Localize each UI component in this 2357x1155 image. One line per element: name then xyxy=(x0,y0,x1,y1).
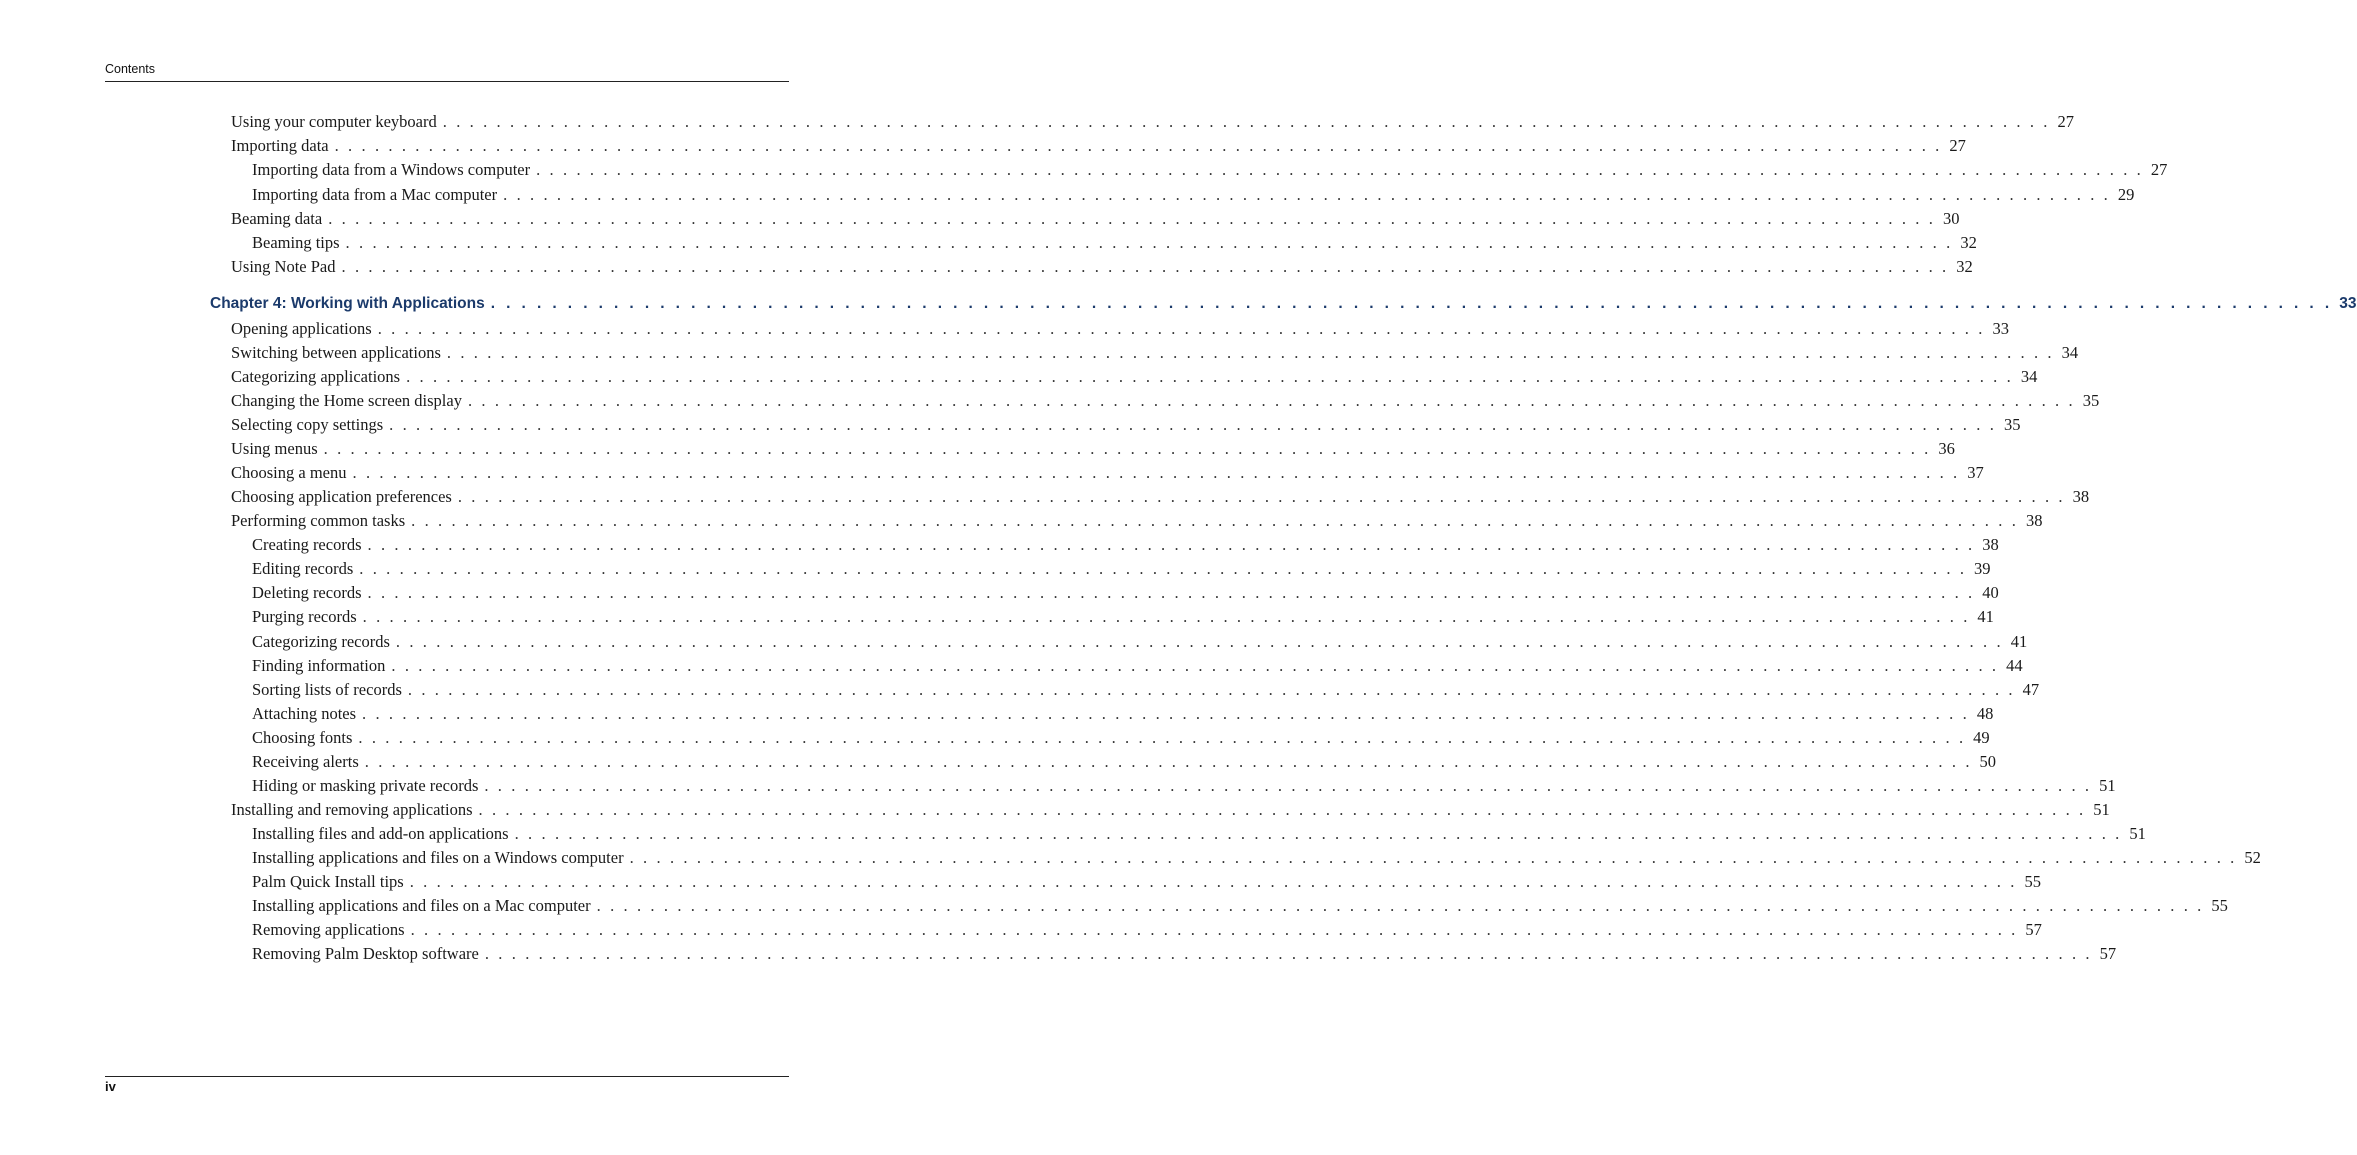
dot-leader: . . . . . . . . . . . . . . . . . . . . . . . . . . . . . . . . . . . . . . . . . . . . . . . . . . . . . . . . . . . . . . . . . . . . . . . . . . . . . . . . . . . . . . . . . . . . . . . . . . . . . . . . . . . . . . . . . . . . . . . . xyxy=(367,583,1975,602)
toc-entry-label: Categorizing applications xyxy=(231,367,401,386)
toc-entry[interactable] xyxy=(252,656,2023,678)
dot-leader: . . . . . . . . . . . . . . . . . . . . . . . . . . . . . . . . . . . . . . . . . . . . . . . . . . . . . . . . . . . . . . . . . . . . . . . . . . . . . . . . . . . . . . . . . . . . . . . . . . . . . . . . . . . . . . . . . . . . . . . . xyxy=(362,704,1970,723)
toc-entry-label: Installing and removing applications xyxy=(231,800,473,819)
toc-entry[interactable] xyxy=(252,920,2042,942)
toc-entry-label: Choosing a menu xyxy=(231,463,347,482)
toc-entry[interactable] xyxy=(231,257,1973,279)
toc-entry-page-number: 27 xyxy=(2150,160,2168,179)
toc-entry-page-number: 35 xyxy=(2003,415,2021,434)
toc-entry-page-number: 36 xyxy=(1938,439,1955,458)
dot-leader: . . . . . . . . . . . . . . . . . . . . . . . . . . . . . . . . . . . . . . . . . . . . . . . . . . . . . . . . . . . . . . . . . . . . . . . . . . . . . . . . . . . . . . . . . . . . . . . . . . . . . . . . . . . . . . . . . . . . . . . . xyxy=(328,209,1936,228)
toc-entry-label: Choosing application preferences xyxy=(231,487,452,506)
toc-entry[interactable] xyxy=(231,463,1984,485)
toc-entry[interactable] xyxy=(252,535,1999,557)
toc-entry-label: Deleting records xyxy=(252,583,362,602)
toc-entry-label: Importing data xyxy=(231,136,329,155)
dot-leader: . . . . . . . . . . . . . . . . . . . . . . . . . . . . . . . . . . . . . . . . . . . . . . . . . . . . . . . . . . . . . . . . . . . . . . . . . . . . . . . . . . . . . . . . . . . . . . . . . . . . . . . . . . . . . . . . . . . . . . . . xyxy=(410,920,2018,939)
toc-entry-page-number: 51 xyxy=(2093,800,2110,819)
toc-entry-label: Using menus xyxy=(231,439,318,458)
dot-leader: . . . . . . . . . . . . . . . . . . . . . . . . . . . . . . . . . . . . . . . . . . . . . . . . . . . . . . . . . . . . . . . . . . . . . . . . . . . . . . . . . . . . . . . . . . . . . . . . . . . . . . . . . . . . . . . . . . . . . . . . xyxy=(323,439,1931,458)
dot-leader: . . . . . . . . . . . . . . . . . . . . . . . . . . . . . . . . . . . . . . . . . . . . . . . . . . . . . . . . . . . . . . . . . . . . . . . . . . . . . . . . . . . . . . . . . . . . . . . . . . . . . . . . . . . . . . . . . . . . . . . . xyxy=(409,872,2017,891)
toc-entry-page-number: 55 xyxy=(2211,896,2228,915)
toc-entry-page-number: 51 xyxy=(2129,824,2146,843)
toc-entry[interactable] xyxy=(252,776,2116,798)
toc-entry[interactable] xyxy=(252,896,2228,918)
dot-leader: . . . . . . . . . . . . . . . . . . . . . . . . . . . . . . . . . . . . . . . . . . . . . . . . . . . . . . . . . . . . . . . . . . . . . . . . . . . . . . . . . . . . . . . . . . . . . . . . . . . . . . . . . . . . . . . . . . . . . . . . xyxy=(457,487,2066,506)
toc-entry-page-number: 27 xyxy=(2057,112,2075,131)
toc-entry-label: Choosing fonts xyxy=(252,728,353,747)
toc-entry-page-number: 52 xyxy=(2244,848,2261,867)
toc-entry-page-number: 50 xyxy=(1979,752,1997,771)
toc-entry[interactable] xyxy=(252,824,2146,846)
toc-entry[interactable] xyxy=(231,136,1966,158)
dot-leader: . . . . . . . . . . . . . . . . . . . . . . . . . . . . . . . . . . . . . . . . . . . . . . . . . . . . . . . . . . . . . . . . . . . . . . . . . . . . . . . . . . . . . . . . . . . . . . . . . . . . . . . . . . . . . . . . . . . . . . . . xyxy=(484,776,2092,795)
toc-entry[interactable] xyxy=(252,680,2040,702)
dot-leader: . . . . . . . . . . . . . . . . . . . . . . . . . . . . . . . . . . . . . . . . . . . . . . . . . . . . . . . . . . . . . . . . . . . . . . . . . . . . . . . . . . . . . . . . . . . . . . . . . . . . . . . . . . . . . . . . . . . . . . . . xyxy=(359,559,1967,578)
dot-leader: . . . . . . . . . . . . . . . . . . . . . . . . . . . . . . . . . . . . . . . . . . . . . . . . . . . . . . . . . . . . . . . . . . . . . . . . . . . . . . . . . . . . . . . . . . . . . . . . . . . . . . . . . . . . . . . . . . . . . . . . xyxy=(334,136,1942,155)
toc-entry-page-number: 30 xyxy=(1942,209,1960,228)
toc-entry-page-number: 49 xyxy=(1973,728,1990,747)
toc-entry-label: Installing files and add-on applications xyxy=(252,824,509,843)
toc-entry-page-number: 32 xyxy=(1956,257,1973,276)
toc-entry-label: Opening applications xyxy=(231,319,372,338)
toc-entry[interactable] xyxy=(252,583,1999,605)
toc-entry-page-number: 32 xyxy=(1960,233,1977,252)
dot-leader: . . . . . . . . . . . . . . . . . . . . . . . . . . . . . . . . . . . . . . . . . . . . . . . . . . . . . . . . . . . . . . . . . . . . . . . . . . . . . . . . . . . . . . . . . . . . . . . . . . . . . . . . . . . . . . . . . . . . . . . . xyxy=(362,607,1970,626)
toc-chapter-entry[interactable] xyxy=(210,295,2357,317)
toc-entry-page-number: 55 xyxy=(2024,872,2041,891)
toc-entry[interactable] xyxy=(252,185,2135,207)
toc-entry-page-number: 29 xyxy=(2117,185,2135,204)
toc-entry-page-number: 33 xyxy=(1992,319,2009,338)
toc-entry-label: Chapter 4: Working with Applications xyxy=(210,295,485,312)
toc-entry[interactable] xyxy=(231,209,1960,231)
toc-entry[interactable] xyxy=(231,319,2009,341)
toc-entry-label: Switching between applications xyxy=(231,343,441,362)
toc-entry-label: Sorting lists of records xyxy=(252,680,402,699)
toc-entry-label: Receiving alerts xyxy=(252,752,359,771)
toc-entry-label: Removing applications xyxy=(252,920,405,939)
toc-entry[interactable] xyxy=(252,872,2041,894)
toc-entry-page-number: 40 xyxy=(1982,583,1999,602)
toc-entry-page-number: 34 xyxy=(2020,367,2038,386)
toc-entry[interactable] xyxy=(252,607,1994,629)
toc-entry-label: Categorizing records xyxy=(252,632,390,651)
toc-entry[interactable] xyxy=(231,391,2100,413)
dot-leader: . . . . . . . . . . . . . . . . . . . . . . . . . . . . . . . . . . . . . . . . . . . . . . . . . . . . . . . . . . . . . . . . . . . . . . . . . . . . . . . . . . . . . . . . . . . . . . . . . . . . . . . . . . . . . . . . . . . . . . . . xyxy=(389,415,1997,434)
dot-leader: . . . . . . . . . . . . . . . . . . . . . . . . . . . . . . . . . . . . . . . . . . . . . . . . . . . . . . . . . . . . . . . . . . . . . . . . . . . . . . . . . . . . . . . . . . . . . . . . . . . . . . . . . . . . . . . . . . . . . . . . xyxy=(395,632,2004,651)
toc-entry-label: Using Note Pad xyxy=(231,257,336,276)
toc-entry-label: Importing data from a Windows computer xyxy=(252,160,531,179)
header-rule xyxy=(105,81,789,82)
toc-entry[interactable] xyxy=(231,343,2079,365)
dot-leader: . . . . . . . . . . . . . . . . . . . . . . . . . . . . . . . . . . . . . . . . . . . . . . . . . . . . . . . . . . . . . . . . . . . . . . . . . . . . . . . . . . . . . . . . . . . . . . . . . . . . . . . . . . . . . . . . . . . . . . . . xyxy=(377,319,1985,338)
dot-leader: . . . . . . . . . . . . . . . . . . . . . . . . . . . . . . . . . . . . . . . . . . . . . . . . . . . . . . . . . . . . . . . . . . . . . . . . . . . . . . . . . . . . . . . . . . . . . . . . . . . . . . . . . . . . . . . . . . . . . . . . xyxy=(345,233,1953,252)
toc-entry-label: Attaching notes xyxy=(252,704,357,723)
toc-entry[interactable] xyxy=(231,367,2038,389)
dot-leader: . . . . . . . . . . . . . . . . . . . . . . . . . . . . . . . . . . . . . . . . . . . . . . . . . . . . . . . . . . . . . . . . . . . . . . . . . . . . . . . . . . . . . . . . . . . . . . . . . . . . . . . . . . . . . . . . . . . . . . . . xyxy=(596,896,2204,915)
toc-entry-label: Removing Palm Desktop software xyxy=(252,944,479,963)
toc-entry[interactable] xyxy=(231,415,2021,437)
dot-leader: . . . . . . . . . . . . . . . . . . . . . . . . . . . . . . . . . . . . . . . . . . . . . . . . . . . . . . . . . . . . . . . . . . . . . . . . . . . . . . . . . . . . . . . . . . . . . . . . . . . . . . . . . . . . . . . . . . . . . . . . xyxy=(446,343,2055,362)
toc-entry[interactable] xyxy=(231,800,2110,822)
dot-leader: . . . . . . . . . . . . . . . . . . . . . . . . . . . . . . . . . . . . . . . . . . . . . . . . . . . . . . . . . . . . . . . . . . . . . . . . . . . . . . . . . . . . . . . . . . . . . . . . . . . . . . . . . . . . . . . . . . . . . . . . xyxy=(411,511,2019,530)
toc-entry[interactable] xyxy=(252,233,1977,255)
toc-entry-page-number: 41 xyxy=(1977,607,1994,626)
dot-leader: . . . . . . . . . . . . . . . . . . . . . . . . . . . . . . . . . . . . . . . . . . . . . . . . . . . . . . . . . . . . . . . . . . . . . . . . . . . . . . . . . . . . . . . . . . . . . . . . . . . . . . . . . . . . . . . . . . . . . . . . xyxy=(407,680,2016,699)
toc-entry-label: Performing common tasks xyxy=(231,511,406,530)
toc-entry[interactable] xyxy=(231,439,1955,461)
toc-entry-label: Purging records xyxy=(252,607,357,626)
toc-entry-label: Using your computer keyboard xyxy=(231,112,437,131)
dot-leader: . . . . . . . . . . . . . . . . . . . . . . . . . . . . . . . . . . . . . . . . . . . . . . . . . . . . . . . . . . . . . . . . . . . . . . . . . . . . . . . . . . . . . . . . . . . . . . . . . . . . . . . . . . . . . . . . . . . . . . . . xyxy=(629,848,2237,867)
toc-entry-page-number: 37 xyxy=(1967,463,1984,482)
toc-entry-label: Finding information xyxy=(252,656,386,675)
dot-leader: . . . . . . . . . . . . . . . . . . . . . . . . . . . . . . . . . . . . . . . . . . . . . . . . . . . . . . . . . . . . . . . . . . . . . . . . . . . . . . . . . . . . . . . . . . . . . . . . . . . . . . . . . . . . . . . . . . . . . . . . xyxy=(406,367,2014,386)
toc-entry-page-number: 27 xyxy=(1949,136,1966,155)
dot-leader: . . . . . . . . . . . . . . . . . . . . . . . . . . . . . . . . . . . . . . . . . . . . . . . . . . . . . . . . . . . . . . . . . . . . . . . . . . . . . . . . . . . . . . . . . . . . . . . . . . . . . . . . . . . . . . . . . . . . . . . . xyxy=(490,295,2333,312)
toc-entry-label: Beaming tips xyxy=(252,233,340,252)
toc-entry-page-number: 38 xyxy=(2025,511,2043,530)
toc-entry-page-number: 51 xyxy=(2099,776,2116,795)
dot-leader: . . . . . . . . . . . . . . . . . . . . . . . . . . . . . . . . . . . . . . . . . . . . . . . . . . . . . . . . . . . . . . . . . . . . . . . . . . . . . . . . . . . . . . . . . . . . . . . . . . . . . . . . . . . . . . . . . . . . . . . . xyxy=(514,824,2122,843)
toc-entry-page-number: 48 xyxy=(1976,704,1994,723)
toc-entry[interactable] xyxy=(231,487,2090,509)
toc-entry-page-number: 34 xyxy=(2061,343,2079,362)
toc-entry-label: Installing applications and files on a Mac computer xyxy=(252,896,591,915)
running-head: Contents xyxy=(105,62,156,76)
toc-entry-page-number: 33 xyxy=(2339,295,2357,312)
toc-entry-label: Beaming data xyxy=(231,209,323,228)
toc-entry[interactable] xyxy=(252,160,2168,182)
dot-leader: . . . . . . . . . . . . . . . . . . . . . . . . . . . . . . . . . . . . . . . . . . . . . . . . . . . . . . . . . . . . . . . . . . . . . . . . . . . . . . . . . . . . . . . . . . . . . . . . . . . . . . . . . . . . . . . . . . . . . . . . xyxy=(467,391,2076,410)
toc-entry-label: Hiding or masking private records xyxy=(252,776,479,795)
footer-rule xyxy=(105,1076,789,1077)
toc-entry[interactable] xyxy=(252,632,2028,654)
toc-entry-label: Creating records xyxy=(252,535,362,554)
dot-leader: . . . . . . . . . . . . . . . . . . . . . . . . . . . . . . . . . . . . . . . . . . . . . . . . . . . . . . . . . . . . . . . . . . . . . . . . . . . . . . . . . . . . . . . . . . . . . . . . . . . . . . . . . . . . . . . . . . . . . . . . xyxy=(358,728,1966,747)
toc-entry-label: Importing data from a Mac computer xyxy=(252,185,498,204)
toc-entry[interactable] xyxy=(252,728,1990,750)
dot-leader: . . . . . . . . . . . . . . . . . . . . . . . . . . . . . . . . . . . . . . . . . . . . . . . . . . . . . . . . . . . . . . . . . . . . . . . . . . . . . . . . . . . . . . . . . . . . . . . . . . . . . . . . . . . . . . . . . . . . . . . . xyxy=(364,752,1973,771)
toc-entry-page-number: 35 xyxy=(2082,391,2100,410)
dot-leader: . . . . . . . . . . . . . . . . . . . . . . . . . . . . . . . . . . . . . . . . . . . . . . . . . . . . . . . . . . . . . . . . . . . . . . . . . . . . . . . . . . . . . . . . . . . . . . . . . . . . . . . . . . . . . . . . . . . . . . . . xyxy=(484,944,2093,963)
dot-leader: . . . . . . . . . . . . . . . . . . . . . . . . . . . . . . . . . . . . . . . . . . . . . . . . . . . . . . . . . . . . . . . . . . . . . . . . . . . . . . . . . . . . . . . . . . . . . . . . . . . . . . . . . . . . . . . . . . . . . . . . xyxy=(391,656,1999,675)
toc-entry-page-number: 39 xyxy=(1974,559,1991,578)
toc-entry-page-number: 57 xyxy=(2025,920,2042,939)
toc-entry[interactable] xyxy=(231,511,2043,533)
toc-entry[interactable] xyxy=(252,752,1997,774)
dot-leader: . . . . . . . . . . . . . . . . . . . . . . . . . . . . . . . . . . . . . . . . . . . . . . . . . . . . . . . . . . . . . . . . . . . . . . . . . . . . . . . . . . . . . . . . . . . . . . . . . . . . . . . . . . . . . . . . . . . . . . . . xyxy=(503,185,2111,204)
toc-entry-page-number: 57 xyxy=(2099,944,2117,963)
dot-leader: . . . . . . . . . . . . . . . . . . . . . . . . . . . . . . . . . . . . . . . . . . . . . . . . . . . . . . . . . . . . . . . . . . . . . . . . . . . . . . . . . . . . . . . . . . . . . . . . . . . . . . . . . . . . . . . . . . . . . . . . xyxy=(536,160,2144,179)
toc-entry-page-number: 38 xyxy=(2072,487,2090,506)
toc-entry-label: Installing applications and files on a Windows computer xyxy=(252,848,624,867)
page-folio: iv xyxy=(105,1079,116,1094)
toc-entry[interactable] xyxy=(252,848,2261,870)
toc-entry-page-number: 41 xyxy=(2010,632,2028,651)
dot-leader: . . . . . . . . . . . . . . . . . . . . . . . . . . . . . . . . . . . . . . . . . . . . . . . . . . . . . . . . . . . . . . . . . . . . . . . . . . . . . . . . . . . . . . . . . . . . . . . . . . . . . . . . . . . . . . . . . . . . . . . . xyxy=(442,112,2051,131)
toc-entry[interactable] xyxy=(252,944,2117,966)
dot-leader: . . . . . . . . . . . . . . . . . . . . . . . . . . . . . . . . . . . . . . . . . . . . . . . . . . . . . . . . . . . . . . . . . . . . . . . . . . . . . . . . . . . . . . . . . . . . . . . . . . . . . . . . . . . . . . . . . . . . . . . . xyxy=(478,800,2086,819)
toc-entry[interactable] xyxy=(252,704,1994,726)
dot-leader: . . . . . . . . . . . . . . . . . . . . . . . . . . . . . . . . . . . . . . . . . . . . . . . . . . . . . . . . . . . . . . . . . . . . . . . . . . . . . . . . . . . . . . . . . . . . . . . . . . . . . . . . . . . . . . . . . . . . . . . . xyxy=(341,257,1949,276)
toc-entry[interactable] xyxy=(252,559,1991,581)
toc-entry-label: Palm Quick Install tips xyxy=(252,872,404,891)
toc-entry-page-number: 47 xyxy=(2022,680,2040,699)
dot-leader: . . . . . . . . . . . . . . . . . . . . . . . . . . . . . . . . . . . . . . . . . . . . . . . . . . . . . . . . . . . . . . . . . . . . . . . . . . . . . . . . . . . . . . . . . . . . . . . . . . . . . . . . . . . . . . . . . . . . . . . . xyxy=(352,463,1960,482)
toc-entry-label: Changing the Home screen display xyxy=(231,391,462,410)
toc-entry-page-number: 44 xyxy=(2006,656,2023,675)
toc-entry-label: Editing records xyxy=(252,559,354,578)
dot-leader: . . . . . . . . . . . . . . . . . . . . . . . . . . . . . . . . . . . . . . . . . . . . . . . . . . . . . . . . . . . . . . . . . . . . . . . . . . . . . . . . . . . . . . . . . . . . . . . . . . . . . . . . . . . . . . . . . . . . . . . . xyxy=(367,535,1975,554)
toc-entry-page-number: 38 xyxy=(1982,535,1999,554)
toc-entry-label: Selecting copy settings xyxy=(231,415,384,434)
toc-entry[interactable] xyxy=(231,112,2075,134)
